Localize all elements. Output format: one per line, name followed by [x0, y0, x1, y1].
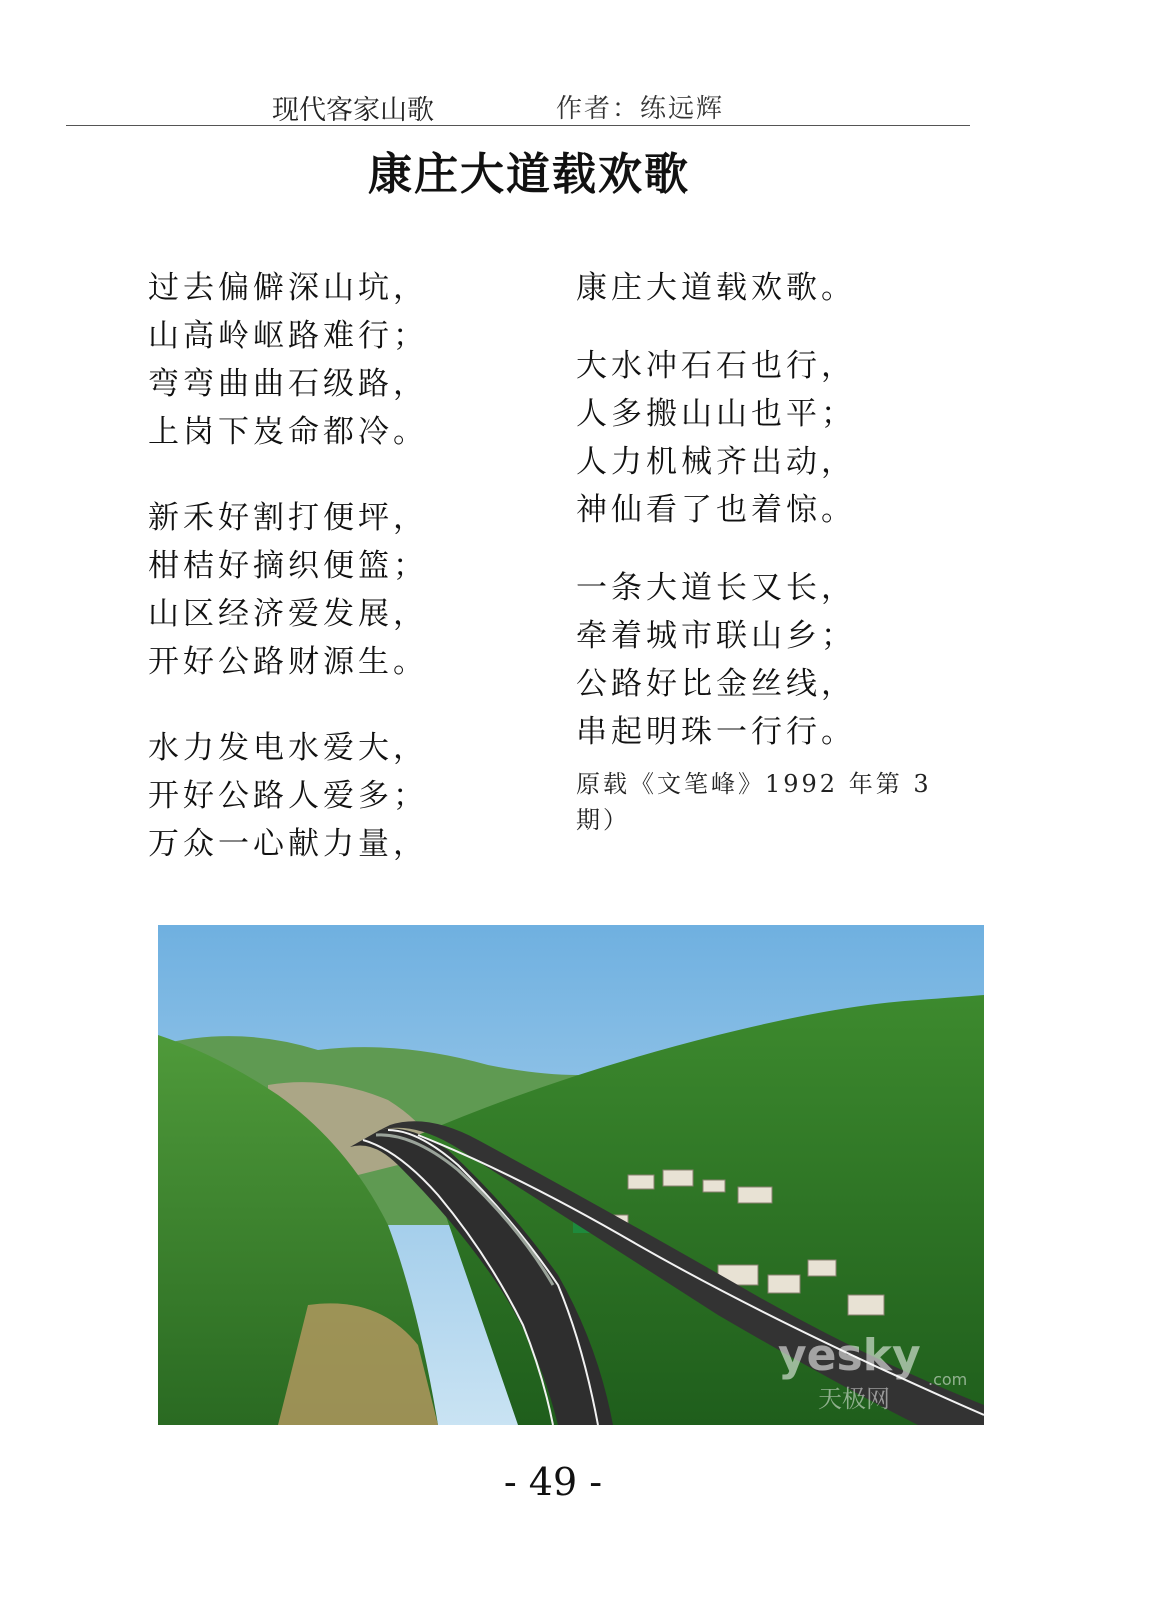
watermark-text: yesky	[778, 1330, 921, 1381]
poem-line: 新禾好割打便坪，	[148, 500, 428, 536]
poem-line: 人力机械齐出动，	[576, 444, 856, 480]
poem-line: 过去偏僻深山坑，	[148, 270, 428, 306]
poem-line: 开好公路财源生。	[148, 644, 428, 680]
poem-line: 公路好比金丝线，	[576, 666, 856, 702]
poem-line: 一条大道长又长，	[576, 570, 856, 606]
poem-line: 康庄大道载欢歌。	[576, 270, 856, 306]
author-credit: 作者：练远辉	[556, 94, 725, 124]
poem-column-left	[148, 264, 548, 868]
poem-line: 人多搬山山也平；	[576, 396, 856, 432]
source-note: 原载《文笔峰》1992 年第 3 期）	[576, 770, 932, 834]
watermark-subtext: 天极网	[818, 1385, 890, 1413]
page-number: - 49 -	[503, 1460, 603, 1504]
stanza	[576, 342, 996, 534]
poem-line: 上岗下岌命都冷。	[148, 414, 428, 450]
watermark-suffix: .com	[928, 1370, 968, 1389]
stanza	[576, 564, 996, 756]
stanza	[148, 264, 548, 456]
poem-title: 康庄大道载欢歌	[368, 149, 690, 200]
poem-line: 弯弯曲曲石级路，	[148, 366, 428, 402]
stanza	[576, 264, 996, 312]
poem-line: 柑桔好摘织便篮；	[148, 548, 428, 584]
header-rule	[66, 125, 970, 126]
book-title: 现代客家山歌	[272, 95, 434, 126]
poem-line: 开好公路人爱多；	[148, 778, 428, 814]
poem-line: 大水冲石石也行，	[576, 348, 856, 384]
poem-column-right	[576, 264, 996, 838]
running-header	[0, 84, 1158, 124]
poem-line: 水力发电水爱大，	[148, 730, 428, 766]
poem-line: 串起明珠一行行。	[576, 714, 856, 750]
stanza	[148, 724, 548, 868]
poem-line: 神仙看了也着惊。	[576, 492, 856, 528]
poem-line: 牵着城市联山乡；	[576, 618, 856, 654]
highway-photo	[158, 925, 984, 1425]
poem-line: 万众一心献力量，	[148, 826, 428, 862]
poem-line: 山高岭岖路难行；	[148, 318, 428, 354]
stanza	[148, 494, 548, 686]
poem-line: 山区经济爱发展，	[148, 596, 428, 632]
